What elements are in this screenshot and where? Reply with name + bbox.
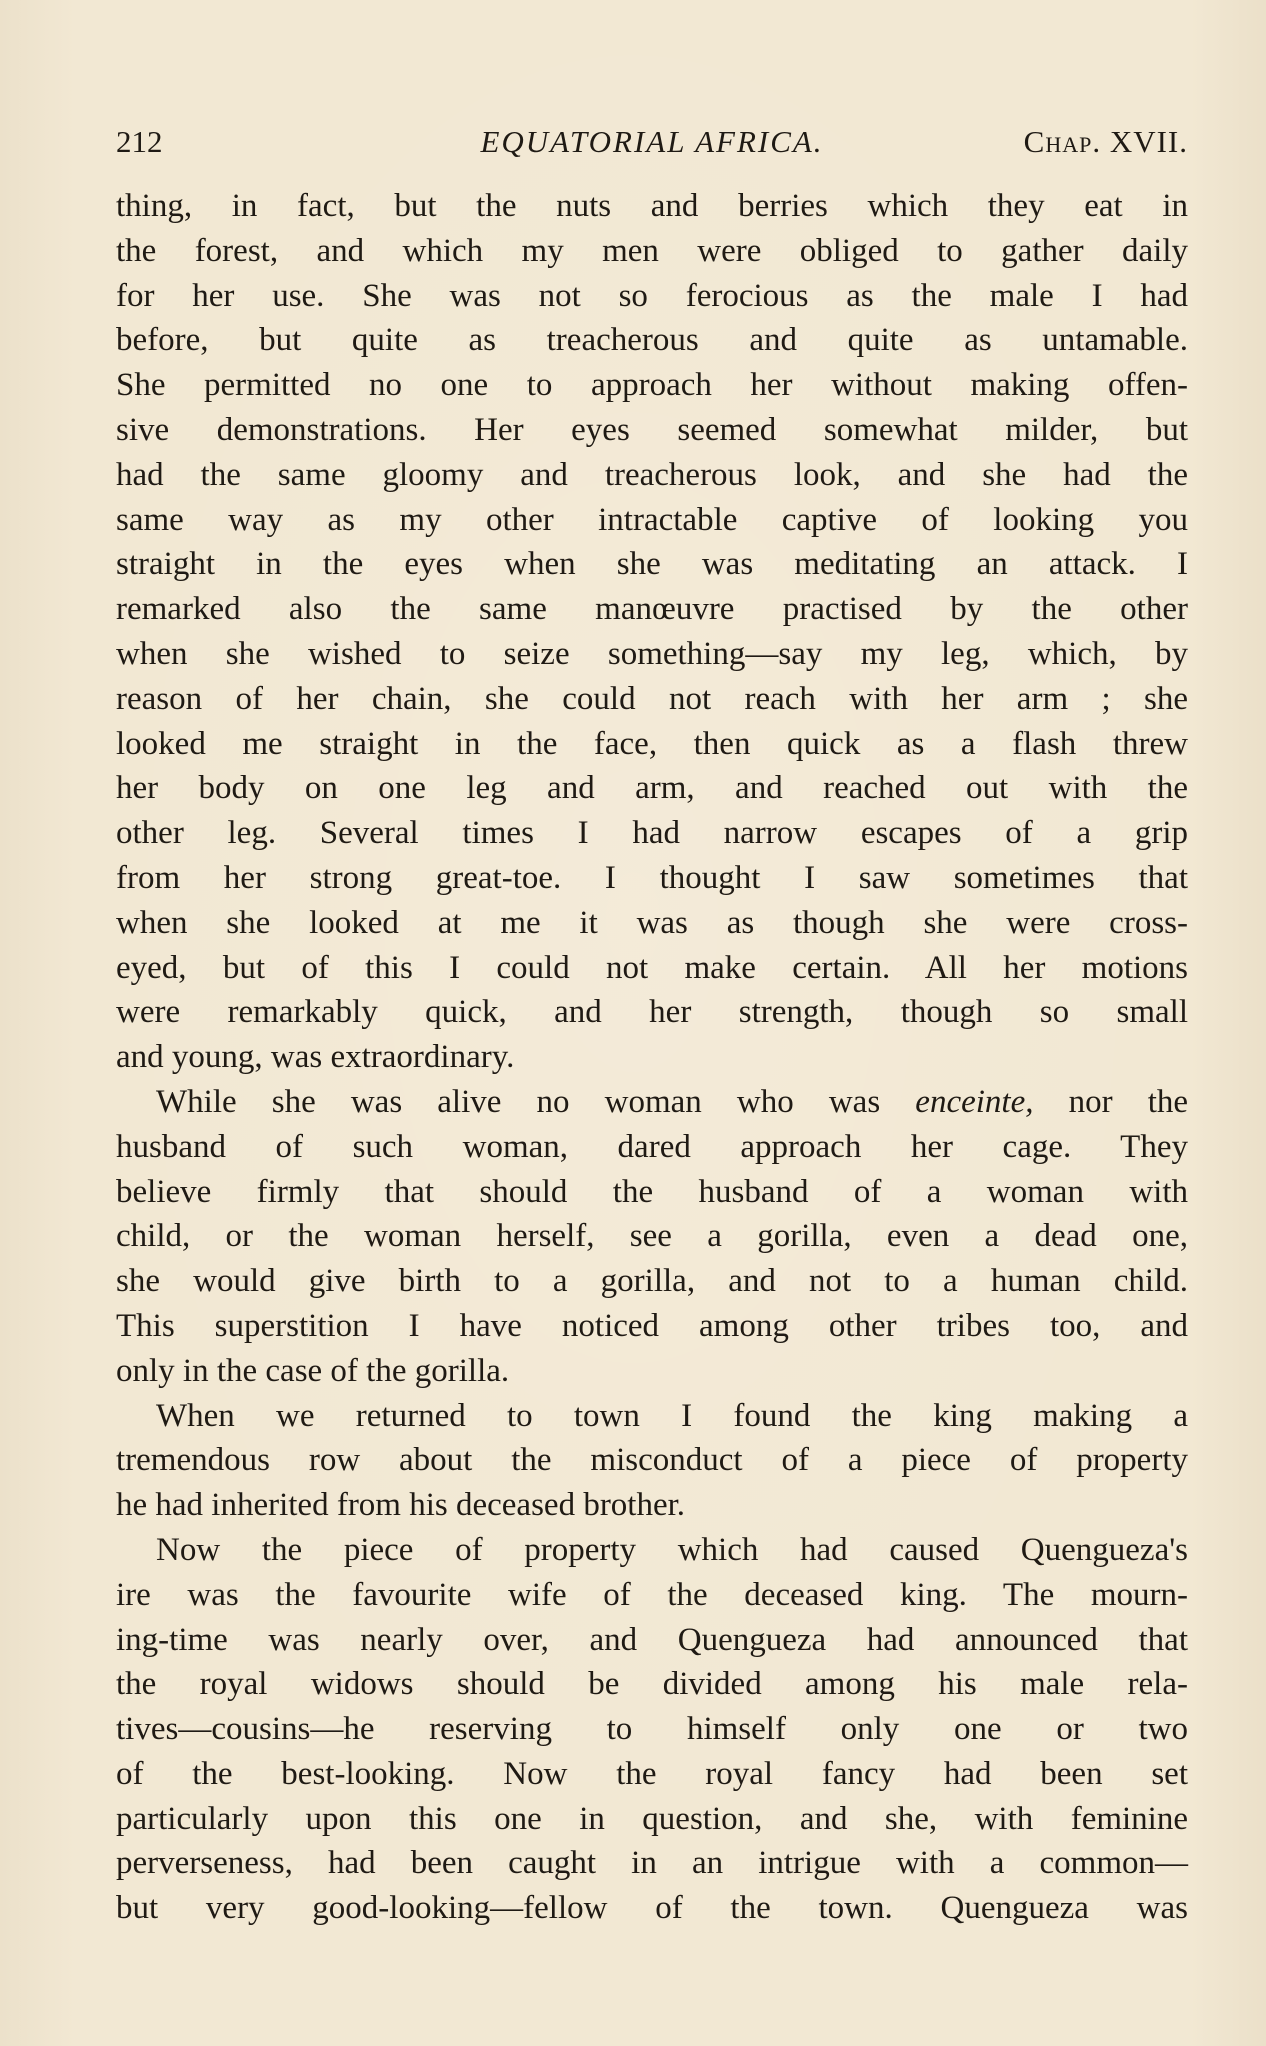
- text-line: he had inherited from his deceased brother.: [116, 1487, 686, 1524]
- text-line: tives—cousins—he reserving to himself only one or two: [116, 1711, 1188, 1748]
- text-line: her body on one leg and arm, and reached out with the: [116, 770, 1188, 807]
- text-line: sive demonstrations. Her eyes seemed somewhat milder, but: [116, 411, 1188, 448]
- text-line: reason of her chain, she could not reach with her arm ; she: [116, 680, 1188, 717]
- text-line: looked me straight in the face, then quick as a flash threw: [116, 725, 1188, 762]
- text-line: but very good-looking—fellow of the town. Quengueza was: [116, 1890, 1188, 1927]
- page-number: 212: [116, 124, 163, 159]
- chapter-label: Chap. XVII.: [1023, 124, 1188, 159]
- text-line: straight in the eyes when she was meditating an attack. I: [116, 546, 1188, 583]
- text-line: perverseness, had been caught in an intrigue with a common—: [116, 1845, 1188, 1882]
- text-line: child, or the woman herself, see a gorilla, even a dead one,: [116, 1218, 1188, 1255]
- page-header: [116, 118, 1188, 166]
- text-line: the forest, and which my men were obliged to gather daily: [116, 232, 1188, 269]
- text-line: before, but quite as treacherous and quite as untamable.: [116, 322, 1188, 359]
- text-line: [116, 1080, 1188, 1125]
- text-line: for her use. She was not so ferocious as the male I had: [116, 277, 1188, 314]
- text-line: eyed, but of this I could not make certain. All her motions: [116, 949, 1188, 986]
- text-line: when she looked at me it was as though she were cross-: [116, 904, 1188, 941]
- text-line: from her strong great-toe. I thought I saw sometimes that: [116, 859, 1188, 896]
- text-line: remarked also the same manœuvre practised by the other: [116, 591, 1188, 628]
- text-line: other leg. Several times I had narrow escapes of a grip: [116, 815, 1188, 852]
- text-segment: While she was alive no woman who was: [156, 1083, 881, 1120]
- text-line: when she wished to seize something—say my leg, which, by: [116, 635, 1188, 672]
- text-line: thing, in fact, but the nuts and berries which they eat in: [116, 188, 1188, 224]
- text-line: When we returned to town I found the king making a: [156, 1397, 1188, 1434]
- text-line: were remarkably quick, and her strength, though so small: [116, 994, 1188, 1031]
- text-line: she would give birth to a gorilla, and not to a human child.: [116, 1263, 1188, 1300]
- text-line: tremendous row about the misconduct of a piece of property: [116, 1442, 1188, 1479]
- text-line: only in the case of the gorilla.: [116, 1352, 510, 1389]
- text-line: same way as my other intractable captive of looking you: [116, 501, 1188, 538]
- text-line: and young, was extraordinary.: [116, 1039, 515, 1076]
- text-segment: nor the: [1068, 1083, 1189, 1120]
- running-title: EQUATORIAL AFRICA.: [480, 124, 824, 159]
- text-line: husband of such woman, dared approach her cage. They: [116, 1128, 1188, 1165]
- text-line: particularly upon this one in question, and she, with feminine: [116, 1800, 1188, 1837]
- text-line: the royal widows should be divided among his male rela-: [116, 1666, 1188, 1703]
- text-line: ire was the favourite wife of the deceased king. The mourn-: [116, 1576, 1188, 1613]
- text-line: Now the piece of property which had caused Quengueza's: [156, 1531, 1188, 1568]
- text-line: She permitted no one to approach her without making offen-: [116, 367, 1188, 404]
- text-line: had the same gloomy and treacherous look, and she had the: [116, 456, 1188, 493]
- text-line: of the best-looking. Now the royal fancy had been set: [116, 1755, 1188, 1792]
- italic-word: enceinte,: [915, 1083, 1034, 1120]
- text-line: This superstition I have noticed among other tribes too, and: [116, 1307, 1188, 1344]
- text-line: believe firmly that should the husband of a woman with: [116, 1173, 1188, 1210]
- body-text: [116, 184, 1188, 1931]
- text-line: ing-time was nearly over, and Quengueza had announced that: [116, 1621, 1188, 1658]
